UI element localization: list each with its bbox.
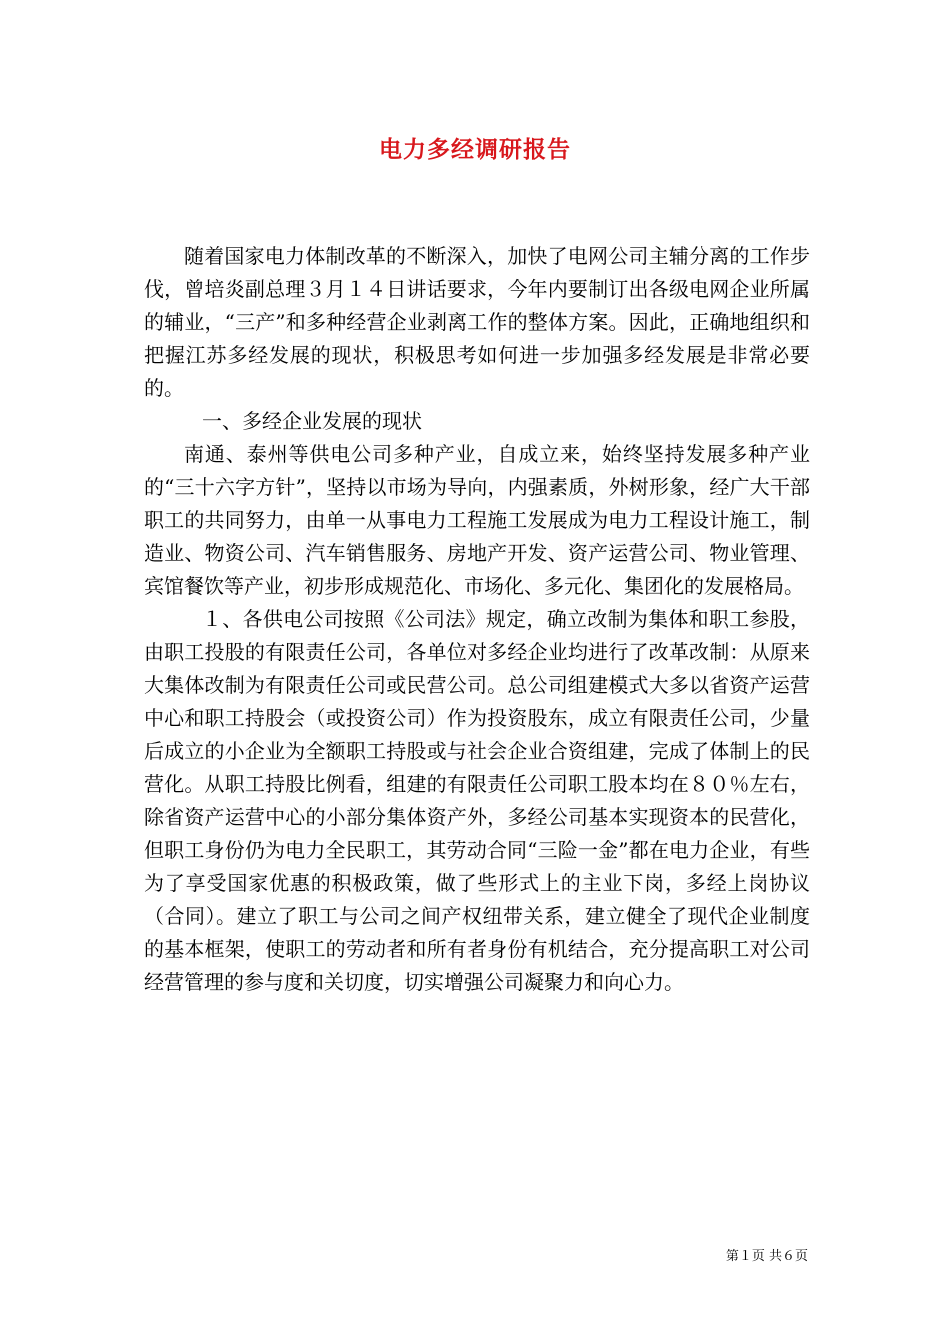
document-body <box>144 240 810 999</box>
point-one-paragraph: １、各供电公司按照《公司法》规定，确立改制为集体和职工参股，由职工投股的有限责任公司，各单位对多经企业均进行了改革改制：从原来大集体改制为有限责任公司或民营公司。总公司组建模式大多以省资产运营中心和职工持股会（或投资公司）作为投资股东，成立有限责任公司，少量后成立的小企业为全额职工持股或与社会企业合资组建，完成了体制上的民营化。从职工持股比例看，组建的有限责任公司职工股本均在８０％左右，除省资产运营中心的小部分集体资产外，多经公司基本实现资本的民营化，但职工身份仍为电力全民职工，其劳动合同“三险一金”都在电力企业，有些为了享受国家优惠的积极政策，做了些形式上的主业下岗，多经上岗协议（合同）。建立了职工与公司之间产权纽带关系，建立健全了现代企业制度的基本框架，使职工的劳动者和所有者身份有机结合，充分提高职工对公司经营管理的参与度和关切度，切实增强公司凝聚力和向心力。 <box>144 607 810 994</box>
section-heading: 一、多经企业发展的现状 <box>202 409 422 433</box>
section-body-paragraph: 南通、泰州等供电公司多种产业，自成立来，始终坚持发展多种产业的“三十六字方针”，坚持以市场为导向，内强素质，外树形象，经广大干部职工的共同努力，由单一从事电力工程施工发展成为电力工程设计施工，制造业、物资公司、汽车销售服务、房地产开发、资产运营公司、物业管理、宾馆餐饮等产业，初步形成规范化、市场化、多元化、集团化的发展格局。 <box>144 442 810 598</box>
document-title: 电力多经调研报告 <box>379 136 571 163</box>
intro-paragraph: 随着国家电力体制改革的不断深入，加快了电网公司主辅分离的工作步伐，曾培炎副总理３月１４日讲话要求，今年内要制订出各级电网企业所属的辅业，“三产”和多种经营企业剥离工作的整体方案。因此，正确地组织和把握江苏多经发展的现状，积极思考如何进一步加强多经发展是非常必要的。 <box>144 244 810 400</box>
page-number: 第１页 共６页 <box>725 1249 808 1264</box>
